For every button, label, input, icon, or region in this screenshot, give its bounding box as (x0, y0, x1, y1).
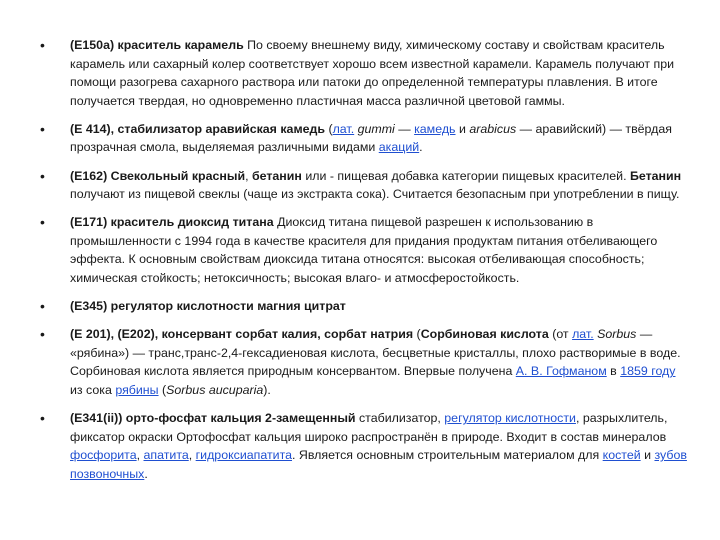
bold-term: (E 201), (E202), консервант сорбат калия, сорбат натрия (70, 327, 414, 342)
italic-term: gummi (357, 121, 395, 136)
text-run: Диоксид титана пищевой разрешен к использованию в промышленности с 1994 года в качестве красителя для придания продуктам питания отбеливающего эффекта. К основным свойствам диоксида титана относятся: высокая отбеливающая способность; химическая стойкость; нетоксичность; высокая влаго- и атмосферостойкость. (70, 215, 658, 286)
text-run: . (419, 140, 423, 155)
item-text (70, 122, 672, 155)
hyperlink[interactable]: фосфорита (70, 448, 137, 463)
text-run: стабилизатор, (355, 411, 445, 426)
text-run: . (144, 466, 148, 481)
bullet-icon: • (40, 37, 45, 53)
text-run: или - пищевая добавка категории пищевых красителей. (301, 168, 630, 183)
text-run: ). (263, 383, 271, 397)
hyperlink[interactable]: позвоночных (70, 466, 145, 481)
text-run: . Является основным строительным материалом для (292, 448, 603, 463)
list-item (40, 409, 688, 483)
bold-term: (E162) Свекольный красный (70, 168, 246, 183)
bold-term: (E 414), стабилизатор аравийская камедь (70, 121, 325, 136)
list-item (40, 213, 688, 287)
additives-list (40, 36, 688, 493)
hyperlink[interactable]: рябины (115, 383, 159, 397)
text-run: ( (413, 327, 421, 342)
text-run: , разрыхлитель, фиксатор окраски Ортофосфат кальция широко распространён в природе. Входит в состав минералов (70, 411, 668, 444)
bullet-icon: • (40, 298, 45, 315)
list-item (40, 36, 688, 110)
bullet-icon: • (40, 120, 45, 137)
italic-term: arabicus (469, 121, 517, 136)
text-run: — (394, 121, 415, 136)
hyperlink[interactable]: лат. (332, 121, 355, 136)
hyperlink[interactable]: камедь (414, 121, 456, 136)
bold-term: (E171) краситель диоксид титана (70, 215, 274, 230)
list-item (40, 297, 688, 316)
list-item (40, 325, 688, 399)
hyperlink[interactable]: апатита (143, 448, 189, 463)
text-run: ( (158, 383, 167, 397)
hyperlink[interactable]: А. В. Гофманом (515, 364, 607, 379)
text-run: получают из пищевой свеклы (чаще из экстракта сока). Считается безопасным при употреблении в пищу. (70, 187, 680, 202)
item-text (70, 327, 681, 397)
bullet-icon: • (40, 326, 45, 343)
text-run: (от (548, 327, 573, 342)
bullet-icon: • (40, 167, 45, 184)
text-run: и (640, 448, 655, 463)
list-item (40, 120, 688, 157)
bold-term: (E345) регулятор кислотности магния цитрат (70, 299, 346, 314)
italic-term: Sorbus (597, 327, 637, 342)
bold-term: (E150a) краситель карамель (70, 38, 244, 52)
hyperlink[interactable]: костей (602, 448, 641, 463)
list-item (40, 167, 688, 204)
item-text (70, 38, 674, 108)
bold-term: Сорбиновая кислота (420, 327, 549, 342)
text-run: — «рябина») — транс,транс-2,4-гексадиеновая кислота, бесцветные кристаллы, плохо растворимые в воде. Сорбиновая кислота является природным консервантом. Впервые получена (70, 327, 681, 379)
italic-term: Sorbus aucuparia (166, 383, 264, 397)
item-text (70, 411, 687, 481)
text-run: — аравийский) — твёрдая прозрачная смола, выделяемая различными видами (70, 121, 672, 155)
bullet-icon: • (40, 214, 45, 231)
item-text (70, 215, 657, 285)
bold-term: бетанин (251, 168, 302, 183)
hyperlink[interactable]: зубов (654, 448, 687, 463)
text-run: , (245, 168, 252, 183)
text-run: из сока (70, 383, 116, 397)
hyperlink[interactable]: регулятор кислотности (444, 411, 576, 426)
bold-term: (E341(ii)) орто-фосфат кальция 2-замещенный (70, 411, 356, 426)
bold-term: Бетанин (629, 168, 682, 183)
text-run: и (455, 121, 470, 136)
text-run: , (136, 448, 144, 463)
text-run: По своему внешнему виду, химическому составу и свойствам краситель карамель или сахарный колер соответствует хорошо всем известной карамели. Карамель получают при помощи разогрева сахарного раствора или патоки до определенной температуры плавления. В итоге получается твердая, но одновременно пластичная масса различной цветовой гаммы. (70, 38, 675, 108)
text-run: в (606, 364, 621, 379)
item-text (70, 169, 681, 202)
text-run: ( (325, 121, 333, 136)
item-text (70, 299, 346, 313)
hyperlink[interactable]: гидроксиапатита (195, 448, 293, 463)
hyperlink[interactable]: акаций (378, 140, 420, 155)
bullet-icon: • (40, 410, 45, 427)
text-run: , (188, 448, 196, 463)
hyperlink[interactable]: лат. (572, 327, 594, 342)
hyperlink[interactable]: 1859 году (620, 364, 676, 379)
